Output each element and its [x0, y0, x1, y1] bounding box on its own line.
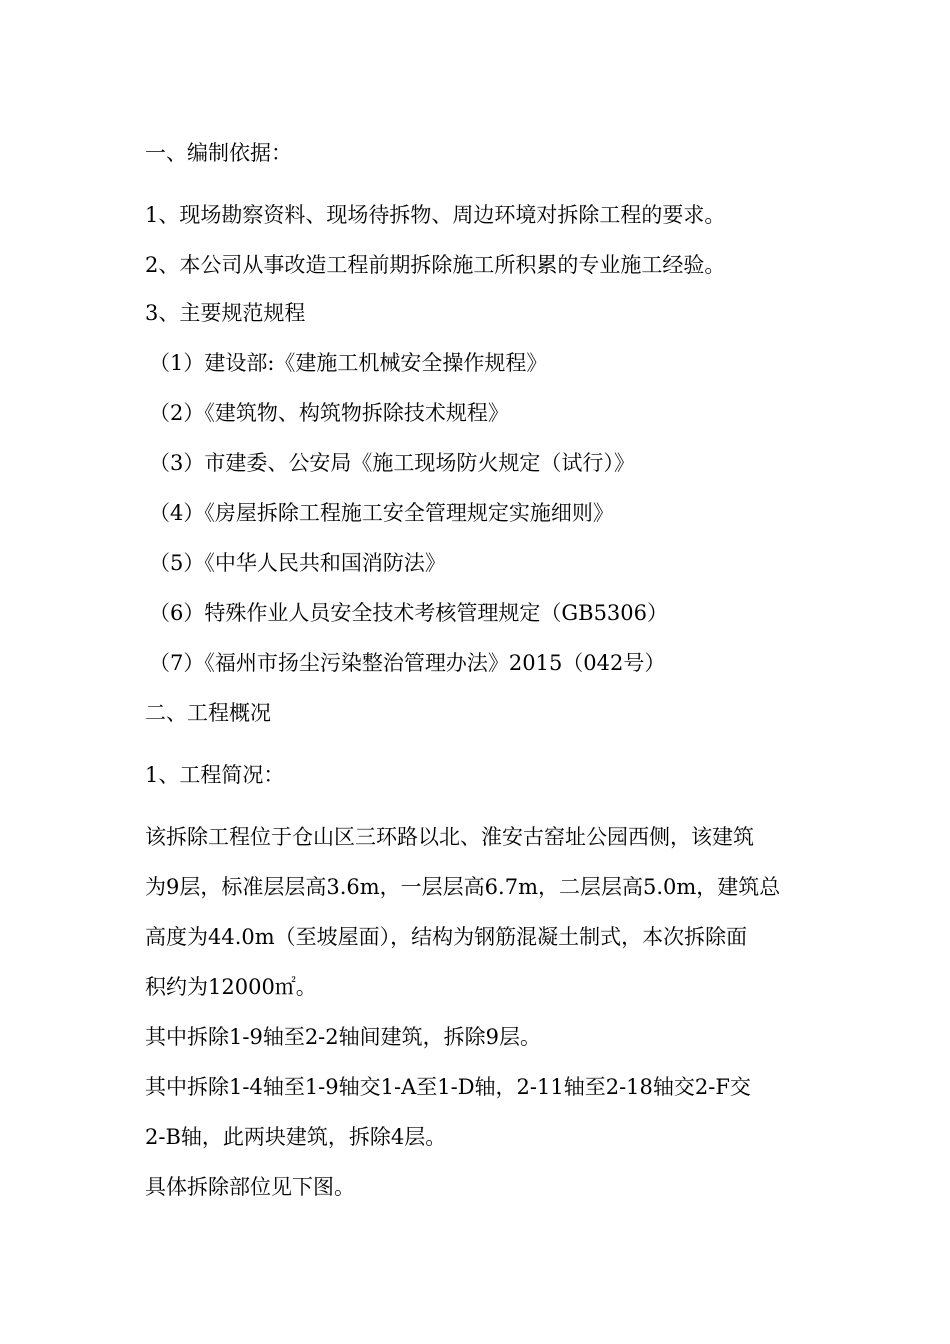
subheading-project-summary: 1、工程简况：	[145, 763, 285, 787]
section-heading-overview: 二、工程概况	[145, 701, 271, 725]
spec-item-2: （2）《建筑物、构筑物拆除技术规程》	[149, 401, 509, 425]
summary-paragraph-line-1: 该拆除工程位于仓山区三环路以北、淮安古窑址公园西侧，该建筑	[145, 825, 754, 849]
spec-item-6: （6）特殊作业人员安全技术考核管理规定（GB5306）	[149, 601, 669, 625]
summary-paragraph-line-2: 为9层，标准层层高3.6m，一层层高6.7m，二层层高5.0m，建筑总	[145, 875, 781, 899]
demolition-scope-1: 其中拆除1-9轴至2-2轴间建筑，拆除9层。	[145, 1025, 541, 1049]
summary-paragraph-line-4: 积约为12000㎡。	[145, 975, 317, 999]
basis-item-1: 1、现场勘察资料、现场待拆物、周边环境对拆除工程的要求。	[145, 203, 726, 227]
demolition-scope-2-line-1: 其中拆除1-4轴至1-9轴交1-A至1-D轴，2-11轴至2-18轴交2-F交	[145, 1075, 751, 1099]
section-heading-basis: 一、编制依据：	[145, 141, 292, 165]
spec-item-7: （7）《福州市扬尘污染整治管理办法》2015（042号）	[149, 651, 666, 675]
spec-item-1: （1）建设部:《建施工机械安全操作规程》	[149, 351, 548, 375]
figure-reference: 具体拆除部位见下图。	[145, 1175, 355, 1199]
demolition-scope-2-line-2: 2-B轴，此两块建筑，拆除4层。	[145, 1125, 447, 1149]
spec-item-3: （3）市建委、公安局《施工现场防火规定（试行）》	[149, 451, 635, 475]
summary-paragraph-line-3: 高度为44.0m（至坡屋面），结构为钢筋混凝土制式，本次拆除面	[145, 925, 748, 949]
basis-item-2: 2、本公司从事改造工程前期拆除施工所积累的专业施工经验。	[145, 253, 726, 277]
spec-item-4: （4）《房屋拆除工程施工安全管理规定实施细则》	[149, 501, 614, 525]
spec-item-5: （5）《中华人民共和国消防法》	[149, 551, 446, 575]
basis-item-3: 3、主要规范规程	[145, 301, 306, 325]
